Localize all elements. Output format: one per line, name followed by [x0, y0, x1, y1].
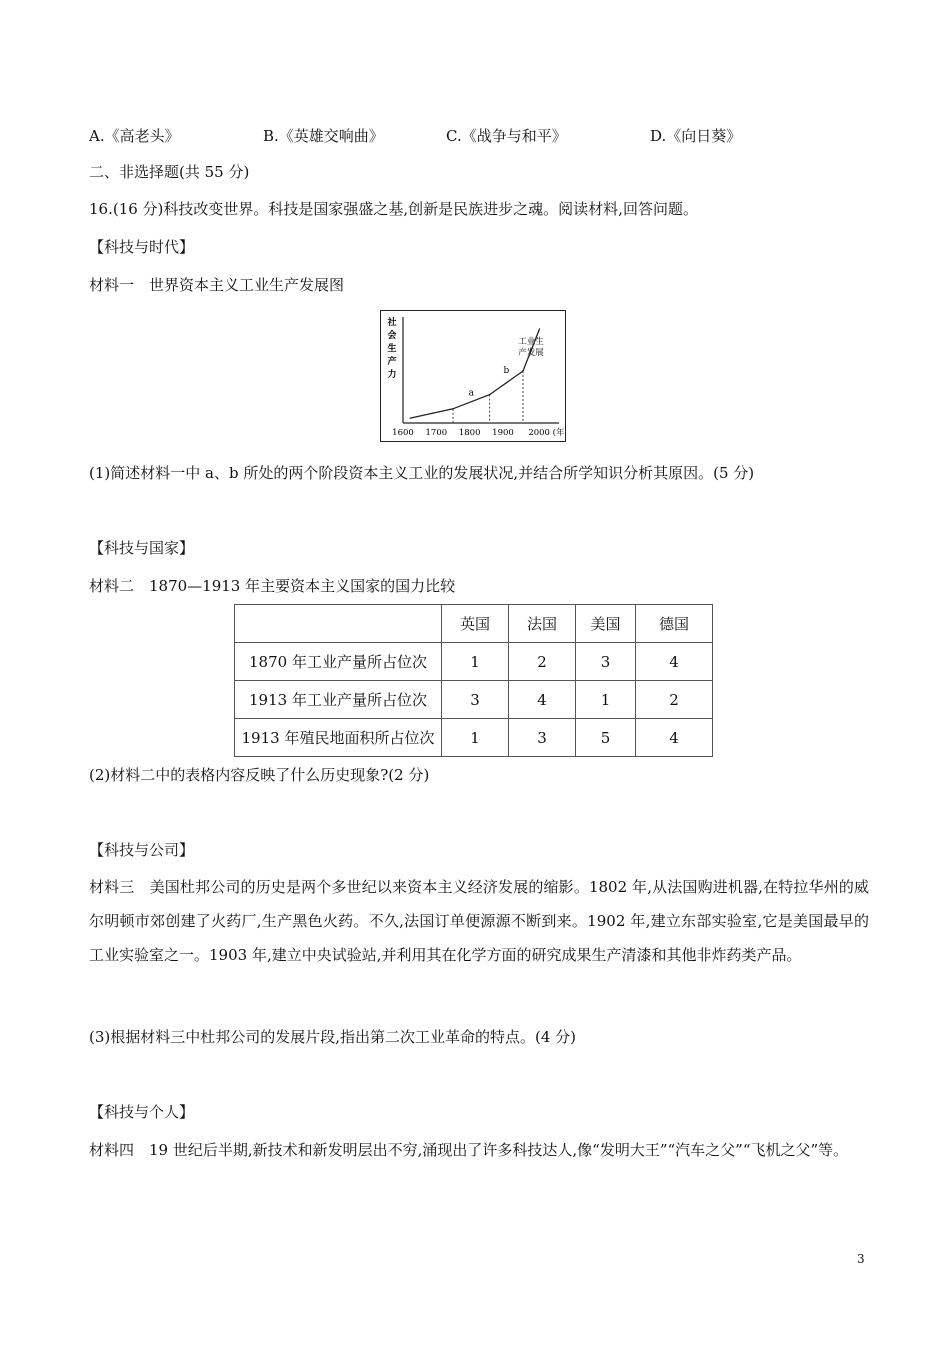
- chart-series-label: 产发展: [518, 348, 544, 358]
- table-header-cell: [235, 605, 442, 643]
- question-2: (2)材料二中的表格内容反映了什么历史现象?(2 分): [89, 766, 430, 784]
- power-comparison-table: [234, 604, 713, 757]
- material-3-text: [89, 870, 869, 972]
- chart-annotation-a: a: [468, 388, 475, 399]
- table-cell: 3: [509, 719, 576, 757]
- table-cell: 4: [509, 681, 576, 719]
- table-cell: 1: [442, 719, 509, 757]
- chart-x-tick-label: 1900: [492, 428, 514, 438]
- table-cell: 1870 年工业产量所占位次: [235, 643, 442, 681]
- material-1-label: 材料一 世界资本主义工业生产发展图: [89, 276, 345, 294]
- table-cell: 2: [509, 643, 576, 681]
- table-cell: 1913 年工业产量所占位次: [235, 681, 442, 719]
- option-a: A.《高老头》: [89, 127, 180, 145]
- part4-heading: 【科技与个人】: [89, 1103, 195, 1121]
- chart-y-label-char: 力: [387, 370, 397, 380]
- table-cell: 5: [576, 719, 636, 757]
- chart-y-label-char: 社: [387, 318, 397, 328]
- part1-heading: 【科技与时代】: [89, 238, 195, 256]
- chart-x-tick-label: 1600: [392, 428, 414, 438]
- table-cell: 4: [636, 643, 713, 681]
- table-cell: 1: [576, 681, 636, 719]
- table-row: [235, 681, 713, 719]
- material-2-label: 材料二 1870—1913 年主要资本主义国家的国力比较: [89, 577, 456, 595]
- production-chart: [380, 310, 566, 442]
- chart-y-label-char: 产: [387, 357, 397, 367]
- option-b: B.《英雄交响曲》: [263, 127, 384, 145]
- option-c: C.《战争与和平》: [446, 127, 567, 145]
- option-d: D.《向日葵》: [650, 127, 742, 145]
- page-number: 3: [857, 1252, 865, 1266]
- question-16-stem: 16.(16 分)科技改变世界。科技是国家强盛之基,创新是民族进步之魂。阅读材料,回答问题。: [89, 200, 698, 218]
- material-4-paragraph: 材料四 19 世纪后半期,新技术和新发明层出不穷,涌现出了许多科技达人,像“发明大王”“汽车之父”“飞机之父”等。: [89, 1141, 849, 1159]
- chart-y-label-char: 会: [387, 331, 397, 341]
- chart-annotation-b: b: [503, 365, 510, 376]
- chart-y-label-char: 生: [387, 344, 397, 354]
- table-header-cell: 英国: [442, 605, 509, 643]
- table-cell: 4: [636, 719, 713, 757]
- table-cell: 3: [442, 681, 509, 719]
- chart-x-tick-label: 1800: [458, 428, 481, 438]
- chart-series-label: 工业生: [518, 337, 544, 347]
- question-3: (3)根据材料三中杜邦公司的发展片段,指出第二次工业革命的特点。(4 分): [89, 1028, 577, 1046]
- production-chart-svg: [381, 311, 564, 440]
- chart-y-label: [386, 316, 396, 380]
- chart-x-tick-label: 2000 (年): [528, 428, 564, 438]
- table-header-cell: 美国: [576, 605, 636, 643]
- table-header-cell: 德国: [636, 605, 713, 643]
- part2-heading: 【科技与国家】: [89, 539, 195, 557]
- table-cell: 1913 年殖民地面积所占位次: [235, 719, 442, 757]
- chart-x-tick-label: 1700: [425, 428, 448, 438]
- table-cell: 3: [576, 643, 636, 681]
- table-cell: 2: [636, 681, 713, 719]
- table-row: [235, 719, 713, 757]
- material-4-text: [89, 1133, 869, 1167]
- material-3-paragraph: 材料三 美国杜邦公司的历史是两个多世纪以来资本主义经济发展的缩影。1802 年,从法国购进机器,在特拉华州的威尔明顿市郊创建了火药厂,生产黑色火药。不久,法国订单便源源不断到来。1902 年,建立东部实验室,它是美国最早的工业实验室之一。1903 年,建立中央试验站,并利用其在化学方面的研究成果生产清漆和其他非炸药类产品。: [89, 878, 869, 964]
- table-header-cell: 法国: [509, 605, 576, 643]
- table-row: [235, 643, 713, 681]
- table-cell: 1: [442, 643, 509, 681]
- table-header-row: [235, 605, 713, 643]
- section-heading: 二、非选择题(共 55 分): [89, 163, 250, 181]
- question-1: (1)简述材料一中 a、b 所处的两个阶段资本主义工业的发展状况,并结合所学知识分析其原因。(5 分): [89, 464, 755, 482]
- part3-heading: 【科技与公司】: [89, 841, 195, 859]
